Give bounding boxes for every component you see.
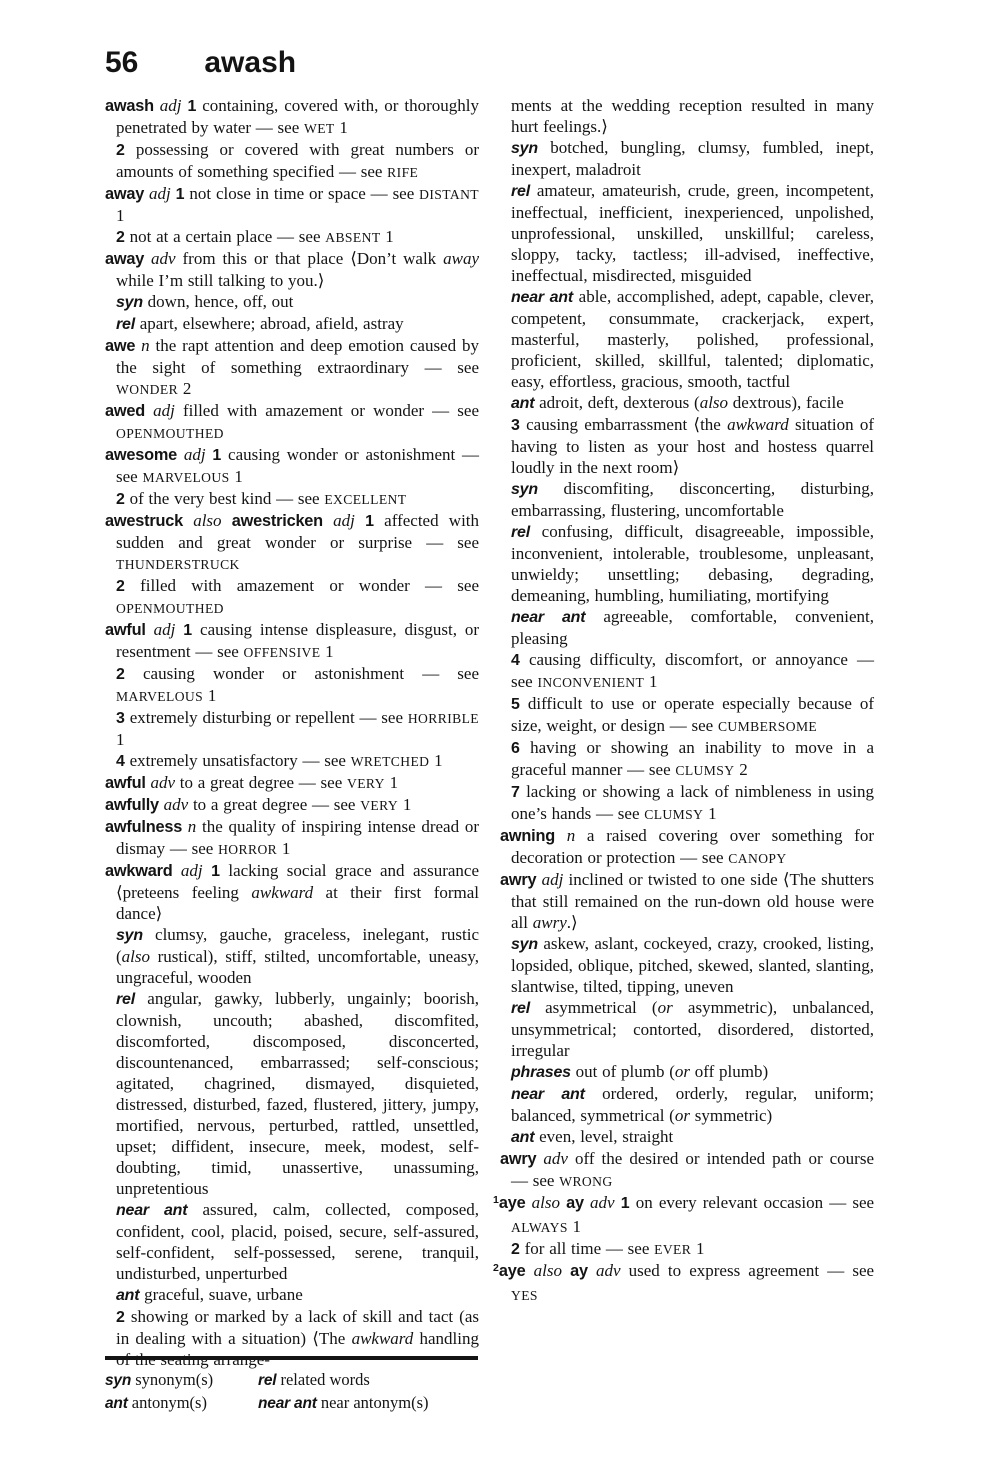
headword: awful: [105, 621, 146, 639]
sense-number: 2: [116, 229, 125, 246]
italic-text: adj: [541, 870, 564, 889]
dictionary-entry: [105, 400, 479, 444]
italic-text: or: [674, 1062, 690, 1081]
field-label: rel: [258, 1372, 277, 1389]
italic-text: adv: [150, 773, 175, 792]
field-label: rel: [116, 991, 135, 1008]
cross-reference: EXCELLENT: [324, 492, 407, 507]
body-text: to a great degree — see: [175, 773, 347, 792]
body-text: asymmetric), unbalanced, unsymmetrical; contorted, disordered, distorted, irregular: [511, 998, 874, 1060]
field-label: near ant: [258, 1395, 317, 1412]
headword: awed: [105, 402, 145, 420]
italic-text: adv: [543, 1149, 568, 1168]
dictionary-entry: [105, 794, 479, 816]
body-text: ordered, orderly, regular, uniform; balanced, symmetrical (: [511, 1084, 874, 1125]
headword: awkward: [105, 862, 173, 880]
cross-reference: CANOPY: [728, 851, 787, 866]
cross-reference: ABSENT: [325, 230, 381, 245]
italic-text: away: [443, 249, 479, 268]
italic-text: or: [657, 998, 673, 1017]
body-text: [203, 861, 211, 880]
cross-reference: CLUMSY: [644, 807, 704, 822]
entry-continuation: [500, 933, 874, 997]
dictionary-entry: [105, 335, 479, 400]
legend-item: [105, 1392, 258, 1415]
cross-reference: OPENMOUTHED: [116, 601, 224, 616]
body-text: at their first formal dance⟩: [116, 883, 480, 923]
body-text: graceful, suave, urbane: [139, 1285, 303, 1304]
sense-number: 2: [116, 578, 125, 595]
body-text: lacking social grace and assurance ⟨preteens feeling: [116, 861, 480, 902]
entry-continuation: [500, 781, 874, 825]
body-text: [173, 861, 181, 880]
body-text: discomfiting, disconcerting, disturbing, embarrassing, flustering, uncomfortable: [511, 479, 874, 520]
body-text: extremely disturbing or repellent — see: [124, 708, 408, 727]
italic-text: adj: [149, 184, 171, 203]
body-text: inclined or twisted to one side ⟨The shutters that still remained on the run-down old house were all: [511, 870, 874, 932]
body-text: 1: [320, 642, 334, 661]
body-text: filled with amazement or wonder — see: [124, 576, 479, 595]
entry-continuation: [105, 750, 479, 772]
body-text: adroit, deft, dexterous (: [534, 393, 700, 412]
headword: awfulness: [105, 818, 183, 836]
field-label: rel: [511, 524, 530, 541]
italic-text: adj: [153, 620, 176, 639]
sense-number: 1: [211, 863, 220, 880]
headword: ay: [570, 1262, 588, 1280]
body-text: extremely unsatisfactory — see: [124, 751, 351, 770]
right-column: [493, 95, 875, 1370]
entry-continuation: [500, 478, 874, 521]
entry-continuation: [500, 649, 874, 693]
field-label: ant: [105, 1395, 128, 1412]
cross-reference: ALWAYS: [511, 1220, 568, 1235]
field-label: ant: [511, 395, 535, 412]
body-text: [555, 826, 567, 845]
italic-text: adj: [180, 861, 203, 880]
entry-continuation: [105, 575, 479, 619]
sense-number: 5: [511, 696, 520, 713]
body-text: from this or that place ⟨Don’t walk: [175, 249, 444, 268]
italic-text: adv: [595, 1261, 621, 1280]
sense-number: 1: [183, 622, 193, 639]
italic-text: adj: [333, 511, 355, 530]
cross-reference: WRETCHED: [350, 754, 430, 769]
entry-continuation: [105, 226, 479, 248]
body-text: even, level, straight: [534, 1127, 674, 1146]
homograph-number: 1: [493, 1194, 499, 1207]
cross-reference: WET: [304, 121, 335, 136]
body-text: 1: [398, 795, 412, 814]
field-label: near ant: [116, 1202, 188, 1219]
italic-text: awkward: [351, 1329, 414, 1348]
sense-number: 2: [116, 491, 125, 508]
italic-text: awkward: [251, 883, 314, 902]
body-text: lacking or showing a lack of nimbleness in using one’s hands — see: [511, 782, 874, 823]
legend-row: [105, 1369, 478, 1392]
body-text: agreeable, comfortable, convenient, pleasing: [511, 607, 874, 648]
body-text: botched, bungling, clumsy, fumbled, inept, inexpert, maladroit: [511, 138, 874, 179]
body-text: [222, 511, 232, 530]
field-label: rel: [116, 316, 135, 333]
entry-continuation: [500, 1061, 874, 1083]
entry-continuation: [105, 1199, 479, 1284]
body-text: to a great degree — see: [188, 795, 361, 814]
body-text: causing difficulty, discomfort, or annoyance — see: [511, 650, 874, 691]
field-label: ant: [511, 1129, 535, 1146]
field-label: syn: [511, 481, 538, 498]
body-text: confusing, difficult, disagreeable, impossible, inconvenient, intolerable, troublesome, unpleasant, unwieldy; unsettling; debasing, degrading, demeaning, humbling, humiliating, mortifying: [511, 522, 874, 605]
headword: awash: [105, 97, 154, 115]
body-text: not close in time or space — see: [184, 184, 420, 203]
italic-text: also: [533, 1261, 562, 1280]
body-text: handling of the seating arrange-: [116, 1329, 479, 1369]
entry-continuation: [500, 137, 874, 180]
body-text: assured, calm, collected, composed, confident, cool, placid, poised, secure, self-assured, self-confident, self-possessed, serene, tranquil, undisturbed, unperturbed: [116, 1200, 479, 1283]
sense-number: 1: [365, 513, 374, 530]
guide-word: awash: [204, 46, 297, 79]
headword: aye: [498, 1194, 526, 1212]
body-text: amateur, amateurish, crude, green, incompetent, ineffectual, inefficient, inexperienced, unpolished, unprofessional, unskilled, unskillful; careless, sloppy, tacky, tactless; ill-advised, ineffective, ineffectual, misdirected, misguided: [511, 181, 874, 285]
dictionary-entry: [105, 860, 479, 924]
body-text: on every relevant occasion — see: [629, 1193, 875, 1212]
body-text: [323, 511, 333, 530]
italic-text: adv: [590, 1193, 615, 1212]
body-text: 1: [116, 206, 125, 225]
sense-number: 3: [511, 417, 520, 434]
body-text: apart, elsewhere; abroad, afield, astray: [134, 314, 404, 333]
entry-continuation: [500, 1083, 874, 1126]
field-label: rel: [511, 183, 530, 200]
entry-continuation: [105, 291, 479, 313]
headword: ay: [566, 1194, 584, 1212]
entry-continuation: [105, 139, 479, 183]
entry-continuation: [500, 521, 874, 606]
entry-continuation: [105, 924, 479, 988]
body-text: a raised covering over something for decoration or protection — see: [511, 826, 874, 867]
body-text: able, accomplished, adept, capable, clever, competent, consummate, crackerjack, expert, masterful, masterly, polished, professional, proficient, skilled, skillful, talented; diplomatic, easy, effortless, gracious, smooth, tactful: [511, 287, 874, 391]
headword: awful: [105, 774, 146, 792]
entry-continuation: [500, 1126, 874, 1148]
body-text: causing wonder or astonishment — see: [116, 445, 480, 486]
legend-text: synonym(s): [131, 1370, 214, 1389]
headword: awesome: [105, 446, 178, 464]
body-text: [525, 1261, 533, 1280]
headword: awestruck: [105, 512, 183, 530]
homograph-number: 2: [493, 1262, 499, 1275]
italic-text: or: [674, 1106, 690, 1125]
headword: aye: [498, 1262, 526, 1280]
cross-reference: HORROR: [218, 842, 278, 857]
legend-item: [258, 1392, 429, 1415]
headword: awestricken: [231, 512, 323, 530]
cross-reference: CUMBERSOME: [717, 719, 818, 734]
sense-number: 4: [116, 753, 125, 770]
cross-reference: THUNDERSTRUCK: [116, 557, 240, 572]
body-text: possessing or covered with great numbers or amounts of something specified — see: [116, 140, 479, 181]
italic-text: adj: [183, 445, 206, 464]
sense-number: 4: [511, 652, 520, 669]
dictionary-entry: [105, 619, 479, 663]
cross-reference: CLUMSY: [675, 763, 735, 778]
body-text: [355, 511, 365, 530]
dictionary-entry: [105, 510, 479, 575]
entry-continuation: [105, 313, 479, 335]
body-text: .⟩: [566, 913, 578, 932]
entry-continuation: [500, 737, 874, 781]
field-label: syn: [105, 1372, 132, 1389]
body-text: [144, 249, 151, 268]
sense-number: 2: [116, 1309, 125, 1326]
body-text: dextrous), facile: [728, 393, 844, 412]
entry-continuation: [105, 707, 479, 750]
body-text: 2: [734, 760, 748, 779]
body-text: ments at the wedding reception resulted in many hurt feelings.⟩: [511, 96, 874, 136]
sense-number: 6: [511, 740, 520, 757]
italic-text: also: [121, 947, 151, 966]
left-column: [105, 95, 479, 1370]
body-text: [177, 445, 184, 464]
body-text: used to express agreement — see: [620, 1261, 875, 1280]
field-label: rel: [511, 1000, 530, 1017]
body-text: 1: [567, 1217, 582, 1236]
sense-number: 1: [175, 186, 185, 203]
legend-row: [105, 1392, 478, 1415]
field-label: syn: [116, 294, 143, 311]
body-text: [146, 620, 154, 639]
body-text: 1: [277, 839, 291, 858]
entry-continuation: [105, 663, 479, 707]
body-text: the rapt attention and deep emotion caused by the sight of something extraordinary — see: [116, 336, 479, 377]
text-body: [0, 95, 990, 1370]
italic-text: awry: [532, 913, 567, 932]
body-text: 1: [334, 118, 348, 137]
entry-continuation: [105, 488, 479, 510]
body-text: containing, covered with, or thoroughly penetrated by water — see: [116, 96, 479, 137]
legend-text: related words: [276, 1370, 370, 1389]
body-text: having or showing an inability to move in a graceful manner — see: [511, 738, 874, 779]
headword: away: [105, 185, 145, 203]
italic-text: n: [187, 817, 197, 836]
cross-reference: RIFE: [387, 165, 419, 180]
cross-reference: EVER: [654, 1242, 692, 1257]
cross-reference: INCONVENIENT: [537, 675, 645, 690]
field-label: near ant: [511, 609, 586, 626]
body-text: clumsy, gauche, graceless, inelegant, rustic (: [116, 925, 479, 966]
dictionary-entry: [105, 444, 479, 488]
body-text: off plumb): [689, 1062, 769, 1081]
legend-item: [105, 1369, 258, 1392]
italic-text: awkward: [727, 415, 789, 434]
cross-reference: VERY: [347, 776, 385, 791]
field-label: phrases: [511, 1064, 571, 1081]
dictionary-entry: [105, 183, 479, 226]
entry-continuation: [105, 1284, 479, 1306]
dictionary-entry: [105, 816, 479, 860]
italic-text: adv: [163, 795, 189, 814]
body-text: [588, 1261, 596, 1280]
body-text: [183, 511, 193, 530]
body-text: 1: [644, 672, 658, 691]
body-text: 1: [116, 730, 125, 749]
cross-reference: HORRIBLE: [407, 711, 479, 726]
cross-reference: MARVELOUS: [142, 470, 230, 485]
cross-reference: VERY: [360, 798, 399, 813]
body-text: asymmetrical (: [529, 998, 658, 1017]
body-text: while I’m still talking to you.⟩: [116, 271, 325, 290]
dictionary-entry: [105, 772, 479, 794]
sense-number: 3: [116, 710, 125, 727]
body-text: situation of having to listen as your host and hostess quarrel loudly in the next room⟩: [511, 415, 874, 477]
dictionary-entry: [105, 248, 479, 291]
body-text: 1: [429, 751, 443, 770]
headword: awfully: [105, 796, 159, 814]
body-text: of the very best kind — see: [124, 489, 325, 508]
body-text: 2: [178, 379, 192, 398]
entry-continuation: [500, 392, 874, 414]
entry-continuation: [500, 286, 874, 392]
italic-text: adj: [159, 96, 182, 115]
body-text: rustical), stiff, stilted, uncomfortable, uneasy, ungraceful, wooden: [116, 947, 479, 987]
dictionary-entry: [500, 869, 874, 933]
body-text: 1: [691, 1239, 705, 1258]
sense-number: 1: [620, 1195, 630, 1212]
dictionary-entry: [493, 1260, 875, 1306]
legend-text: near antonym(s): [316, 1393, 429, 1412]
italic-text: n: [141, 336, 150, 355]
headword: away: [105, 250, 145, 268]
sense-number: 2: [511, 1241, 520, 1258]
cross-reference: OFFENSIVE: [243, 645, 321, 660]
abbreviation-legend: [105, 1356, 478, 1415]
entry-continuation: [500, 180, 874, 286]
entry-continuation: [105, 988, 479, 1199]
italic-text: also: [699, 393, 729, 412]
italic-text: also: [531, 1193, 560, 1212]
cross-reference: OPENMOUTHED: [116, 426, 224, 441]
field-label: ant: [116, 1287, 140, 1304]
body-text: causing wonder or astonishment — see: [124, 664, 479, 683]
entry-continuation: [500, 606, 874, 649]
body-text: filled with amazement or wonder — see: [174, 401, 479, 420]
body-text: angular, gawky, lubberly, ungainly; boorish, clownish, uncouth; abashed, discomfited, discomforted, discomposed, disconcerted, discountenanced, embarrassed; self-conscious; agitated, chagrined, dismayed, disquieted, distressed, disturbed, fazed, flustered, jittery, jumpy, mortified, nervous, perturbed, rattled, unsettled, upset; diffident, insecure, meek, modest, self-doubting, timid, unassertive, unassuming, unpretentious: [116, 989, 479, 1198]
sense-number: 2: [116, 666, 125, 683]
cross-reference: YES: [511, 1288, 538, 1303]
cross-reference: DISTANT: [419, 187, 480, 202]
body-text: 1: [384, 773, 399, 792]
entry-continuation: [500, 1238, 874, 1260]
body-text: symmetric): [689, 1106, 773, 1125]
headword: awe: [105, 337, 136, 355]
body-text: difficult to use or operate especially because of size, weight, or design — see: [511, 694, 874, 735]
body-text: 1: [229, 467, 243, 486]
body-text: 1: [203, 686, 217, 705]
cross-reference: MARVELOUS: [116, 689, 204, 704]
field-label: syn: [511, 936, 538, 953]
body-text: 1: [380, 227, 394, 246]
cross-reference: WONDER: [116, 382, 179, 397]
sense-number: 1: [187, 98, 197, 115]
page-number: 56: [105, 46, 139, 79]
entry-continuation: [500, 95, 874, 137]
italic-text: n: [566, 826, 576, 845]
italic-text: adv: [151, 249, 176, 268]
body-text: askew, aslant, cockeyed, crazy, crooked, listing, lopsided, oblique, pitched, skewed, slanted, slanting, slantwise, tilted, tipping, uneven: [511, 934, 874, 996]
body-text: causing embarrassment ⟨the: [519, 415, 728, 434]
dictionary-entry: [500, 1148, 874, 1192]
entry-continuation: [500, 997, 874, 1061]
page-header: [0, 0, 990, 78]
italic-text: also: [193, 511, 222, 530]
dictionary-entry: [493, 1192, 875, 1238]
body-text: affected with sudden and great wonder or surprise — see: [116, 511, 480, 552]
headword: awning: [500, 827, 555, 845]
field-label: near ant: [511, 289, 573, 306]
body-text: not at a certain place — see: [124, 227, 326, 246]
body-text: down, hence, off, out: [142, 292, 294, 311]
body-text: the quality of inspiring intense dread or dismay — see: [116, 817, 479, 858]
sense-number: 2: [116, 142, 125, 159]
field-label: syn: [511, 140, 538, 157]
body-text: [562, 1261, 570, 1280]
dictionary-entry: [500, 825, 874, 869]
body-text: 1: [703, 804, 717, 823]
entry-continuation: [500, 693, 874, 737]
body-text: for all time — see: [519, 1239, 655, 1258]
legend-item: [258, 1369, 370, 1392]
field-label: syn: [116, 927, 143, 944]
field-label: near ant: [511, 1086, 585, 1103]
italic-text: adj: [153, 401, 175, 420]
body-text: out of plumb (: [570, 1062, 675, 1081]
headword: awry: [500, 1150, 537, 1168]
body-text: showing or marked by a lack of skill and tact (as in dealing with a situation) ⟨The: [116, 1307, 479, 1348]
sense-number: 7: [511, 784, 520, 801]
headword: awry: [500, 871, 537, 889]
legend-text: antonym(s): [127, 1393, 207, 1412]
cross-reference: WRONG: [559, 1174, 613, 1189]
dictionary-entry: [105, 95, 479, 139]
entry-continuation: [500, 414, 874, 478]
body-text: [145, 401, 153, 420]
body-text: off the desired or intended path or course — see: [511, 1149, 875, 1190]
sense-number: 1: [212, 447, 222, 464]
body-text: causing intense displeasure, disgust, or resentment — see: [116, 620, 480, 661]
